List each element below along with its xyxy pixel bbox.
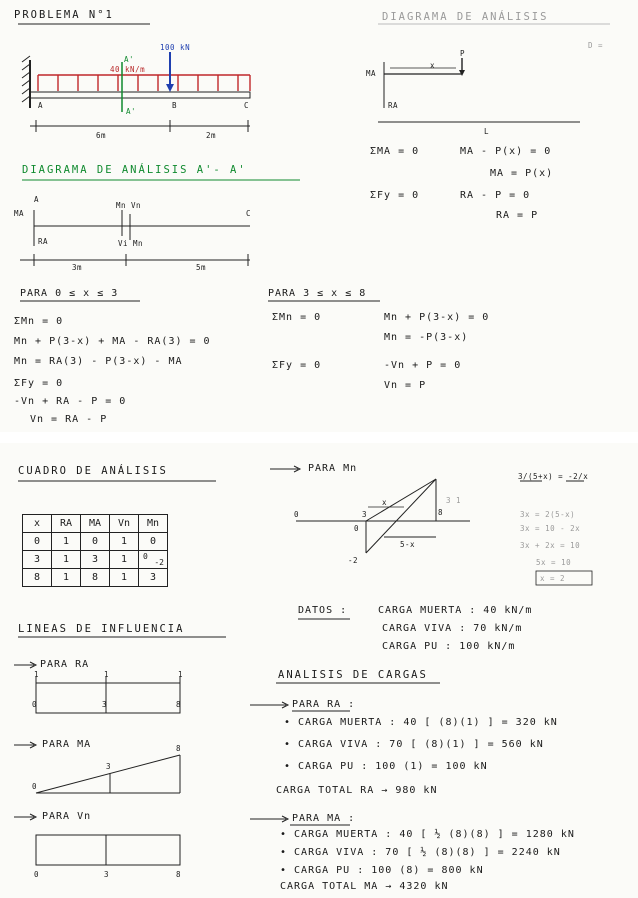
table-cell: 8 (23, 569, 52, 587)
influence-ra-title: PARA RA (40, 659, 90, 670)
table-cell: 0 (23, 533, 52, 551)
ma-calc-total: CARGA TOTAL MA → 4320 kN (280, 881, 449, 892)
split-top-value: 0 (143, 552, 148, 561)
influence-ra-value: 1 (104, 670, 110, 679)
mn-graph-minus-two: -2 (348, 556, 359, 565)
d-label: D = (588, 41, 604, 50)
moment-ma-label: MA (366, 69, 377, 78)
case-1-line: Mn = RA(3) - P(3-x) - MA (14, 356, 183, 367)
point-load-label: 100 kN (160, 43, 191, 52)
table-cell: 1 (110, 533, 139, 551)
table-header: Mn (139, 515, 168, 533)
table-header: RA (52, 515, 81, 533)
mn-graph-note: 3 1 (446, 496, 462, 505)
ra-calc-line: • CARGA MUERTA : 40 [ (8)(1) ] = 320 kN (284, 717, 558, 728)
mn-graph-zero-a: 0 (294, 510, 300, 519)
ma-calc-line: • CARGA VIVA : 70 [ ½ (8)(8) ] = 2240 kN (280, 847, 561, 858)
reaction-ra-label: RA (388, 101, 399, 110)
case-1-title: PARA 0 ≤ x ≤ 3 (20, 288, 119, 299)
notebook-page-2 (0, 443, 638, 898)
notebook-page-1 (0, 0, 638, 432)
ma-calc-title: PARA MA : (292, 813, 356, 824)
influence-vn-value: 3 (104, 870, 110, 879)
section-mn-vn-label: Mn Vn (116, 201, 142, 210)
case-2-line: Mn = -P(3-x) (384, 332, 469, 343)
case-2-line: ΣMn = 0 (272, 312, 322, 323)
analysis-table (22, 514, 168, 587)
section-span-1: 3m (72, 263, 83, 272)
analysis-table-title: CUADRO DE ANÁLISIS (18, 465, 168, 477)
side-calc-result: x = 2 (540, 574, 566, 583)
table-header: x (23, 515, 52, 533)
ra-influence-line (36, 683, 180, 713)
mn-graph-three: 3 (362, 510, 368, 519)
equation-sum-moments: ΣMA = 0 (370, 146, 420, 157)
equation-moment-result: MA = P(x) (490, 168, 554, 179)
section-ma-label: MA (14, 209, 25, 218)
loads-title: ANALISIS DE CARGAS (278, 669, 428, 681)
table-cell: 0 (139, 533, 168, 551)
mn-graph-span: 5-x (400, 540, 416, 549)
table-cell: 1 (110, 569, 139, 587)
case-2-line: Vn = P (384, 380, 427, 391)
vn-influence-line (36, 835, 180, 865)
node-a-label: A (38, 101, 44, 110)
datos-item: CARGA MUERTA : 40 kN/m (378, 605, 533, 616)
table-header: Vn (110, 515, 139, 533)
influence-ma-value: 3 (106, 762, 112, 771)
influence-ma-value: 0 (32, 782, 38, 791)
split-bottom-value: -2 (154, 558, 164, 567)
influence-ra-value: 1 (178, 670, 184, 679)
mn-graph-zero-b: 0 (354, 524, 360, 533)
section-a-label: A (34, 195, 40, 204)
section-ra-label: RA (38, 237, 49, 246)
case-1-line: Vn = RA - P (30, 414, 108, 425)
table-cell: 3 (23, 551, 52, 569)
distance-x-label: x (430, 61, 436, 70)
side-calc-line: 3x = 2(5-x) (520, 510, 576, 519)
table-row (23, 551, 168, 569)
span-2-label: 2m (206, 131, 217, 140)
table-cell: 0 (81, 533, 110, 551)
table-cell: 1 (110, 551, 139, 569)
section-vi-mn-label: Vi Mn (118, 239, 144, 248)
page-separator (0, 432, 638, 443)
table-cell-split (139, 551, 168, 569)
node-c-label: C (244, 101, 250, 110)
equation-sum-forces: ΣFy = 0 (370, 190, 420, 201)
ma-calc-line: • CARGA PU : 100 (8) = 800 kN (280, 865, 484, 876)
case-1-line: Mn + P(3-x) + MA - RA(3) = 0 (14, 336, 211, 347)
case-1-line: ΣMn = 0 (14, 316, 64, 327)
case-2-line: ΣFy = 0 (272, 360, 322, 371)
influence-ra-value: 1 (34, 670, 40, 679)
influence-ma-title: PARA MA (42, 739, 92, 750)
side-calc-line: 3x + 2x = 10 (520, 541, 581, 550)
table-cell: 1 (52, 533, 81, 551)
case-2-line: Mn + P(3-x) = 0 (384, 312, 490, 323)
load-p-label: P (460, 49, 466, 58)
table-row (23, 569, 168, 587)
influence-ra-value: 0 (32, 700, 38, 709)
influence-vn-title: PARA Vn (42, 811, 92, 822)
distributed-load-label: 40 kN/m (110, 65, 146, 74)
influence-ra-value: 3 (102, 700, 108, 709)
equation-force-result: RA = P (496, 210, 539, 221)
table-cell: 3 (139, 569, 168, 587)
case-2-title: PARA 3 ≤ x ≤ 8 (268, 288, 367, 299)
ra-calc-line: • CARGA PU : 100 (1) = 100 kN (284, 761, 488, 772)
mn-graph-title: PARA Mn (308, 463, 358, 474)
table-row (23, 533, 168, 551)
influence-ra-value: 8 (176, 700, 182, 709)
span-1-label: 6m (96, 131, 107, 140)
ra-calc-line: • CARGA VIVA : 70 [ (8)(1) ] = 560 kN (284, 739, 544, 750)
section-span-2: 5m (196, 263, 207, 272)
influence-title: LINEAS DE INFLUENCIA (18, 623, 185, 635)
side-calc-line: 3x = 10 - 2x (520, 524, 581, 533)
table-header-row (23, 515, 168, 533)
section-diagram-title: DIAGRAMA DE ANÁLISIS A'- A' (22, 164, 247, 176)
mn-graph-line (366, 479, 436, 521)
section-c-label: C (246, 209, 252, 218)
page-title: PROBLEMA N°1 (14, 9, 114, 21)
table-cell: 8 (81, 569, 110, 587)
analysis-diagram-title: DIAGRAMA DE ANÁLISIS (382, 11, 549, 23)
influence-vn-value: 8 (176, 870, 182, 879)
mn-graph-x: x (382, 498, 388, 507)
table-header: MA (81, 515, 110, 533)
beam (30, 92, 250, 98)
table-cell: 1 (52, 569, 81, 587)
mn-graph-eight: 8 (438, 508, 444, 517)
influence-ma-value: 8 (176, 744, 182, 753)
section-label-top: A' (124, 55, 135, 64)
datos-label: DATOS : (298, 605, 348, 616)
datos-item: CARGA VIVA : 70 kN/m (382, 623, 523, 634)
influence-vn-value: 0 (34, 870, 40, 879)
node-b-label: B (172, 101, 178, 110)
side-calc-line: 3/(5+x) = -2/x (518, 472, 589, 481)
ma-calc-line: • CARGA MUERTA : 40 [ ½ (8)(8) ] = 1280 kN (280, 829, 575, 840)
length-l-label: L (484, 127, 490, 136)
ra-calc-total: CARGA TOTAL RA → 980 kN (276, 785, 438, 796)
section-label-bottom: A' (126, 107, 137, 116)
ra-calc-title: PARA RA : (292, 699, 356, 710)
case-1-line: -Vn + RA - P = 0 (14, 396, 127, 407)
case-2-line: -Vn + P = 0 (384, 360, 462, 371)
datos-item: CARGA PU : 100 kN/m (382, 641, 516, 652)
equation-force-balance: RA - P = 0 (460, 190, 531, 201)
table-cell: 1 (52, 551, 81, 569)
side-calc-line: 5x = 10 (536, 558, 572, 567)
distributed-load (38, 75, 250, 91)
table-cell: 3 (81, 551, 110, 569)
case-1-line: ΣFy = 0 (14, 378, 64, 389)
equation-moment-balance: MA - P(x) = 0 (460, 146, 552, 157)
